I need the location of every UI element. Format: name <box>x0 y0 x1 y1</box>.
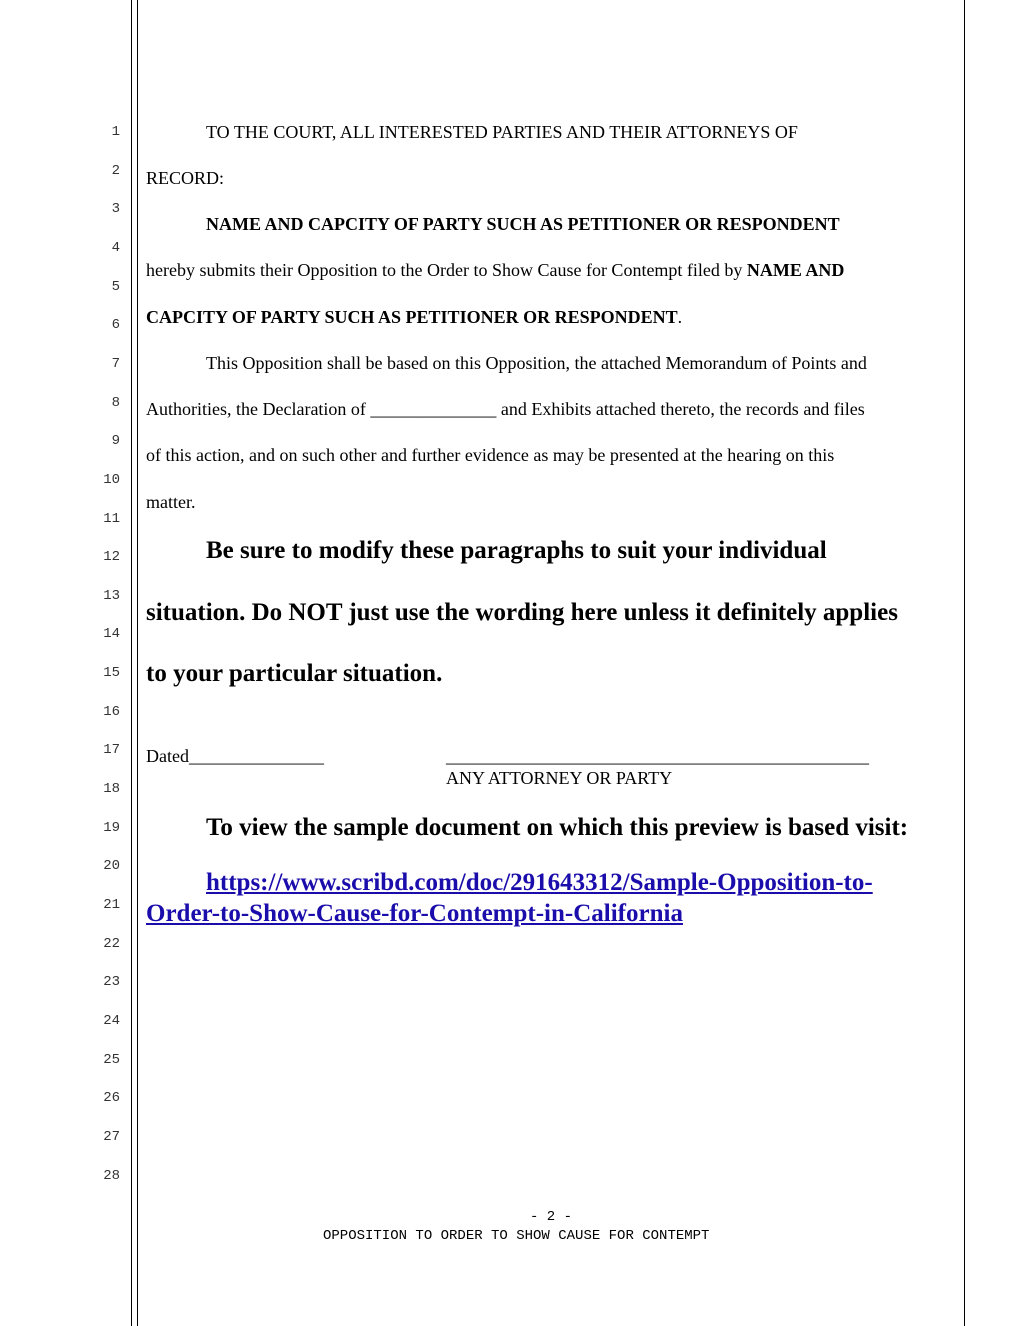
line-number: 24 <box>103 1012 120 1029</box>
sample-link-line-1[interactable]: https://www.scribd.com/doc/291643312/Sample-Opposition-to- <box>206 869 873 896</box>
line-number: 12 <box>103 549 120 566</box>
para2-line-2: Authorities, the Declaration of ______________ and Exhibits attached thereto, the records and files <box>146 399 865 419</box>
line-number: 17 <box>103 742 120 759</box>
line-number: 28 <box>103 1167 120 1184</box>
line-number: 13 <box>103 587 120 604</box>
para1-line-3-bold: CAPCITY OF PARTY SUCH AS PETITIONER OR RESPONDENT <box>146 307 678 327</box>
address-line-2: RECORD: <box>146 168 225 188</box>
line-number: 3 <box>111 201 120 218</box>
line-number: 22 <box>103 935 120 952</box>
notice-line-1: Be sure to modify these paragraphs to suit your individual <box>206 537 827 564</box>
sample-link-line-2[interactable]: Order-to-Show-Cause-for-Contempt-in-California <box>146 900 683 927</box>
line-number: 5 <box>111 278 120 295</box>
line-number: 15 <box>103 665 120 682</box>
para2-line-1: This Opposition shall be based on this Opposition, the attached Memorandum of Points and <box>206 353 867 373</box>
line-number: 1 <box>111 124 120 140</box>
right-margin-rule <box>964 0 965 1326</box>
line-number: 25 <box>103 1051 120 1068</box>
line-number: 8 <box>111 394 120 411</box>
line-number: 4 <box>111 239 120 256</box>
line-number: 19 <box>103 819 120 836</box>
para2-line-3: of this action, and on such other and further evidence as may be presented at the hearing on this <box>146 445 835 465</box>
para1-line-3-end: . <box>677 307 683 327</box>
line-number: 16 <box>103 703 120 720</box>
address-line-1: TO THE COURT, ALL INTERESTED PARTIES AND THEIR ATTORNEYS OF <box>206 122 798 142</box>
line-number: 6 <box>111 317 120 334</box>
para1-line-2-text: hereby submits their Opposition to the Order to Show Cause for Contempt filed by <box>146 260 747 280</box>
footer-title: OPPOSITION TO ORDER TO SHOW CAUSE FOR CONTEMPT <box>323 1228 710 1244</box>
left-margin-rule-inner <box>137 0 138 1326</box>
para2-line-4: matter. <box>146 492 196 512</box>
para1-line-2 <box>146 260 844 281</box>
line-number: 11 <box>103 510 120 527</box>
dated-line: Dated_______________ <box>146 746 324 766</box>
pleading-line-numbers <box>0 0 130 1326</box>
notice-line-3: to your particular situation. <box>146 660 443 687</box>
line-number: 23 <box>103 974 120 991</box>
line-number: 9 <box>111 433 120 450</box>
line-number: 7 <box>111 355 120 372</box>
line-number: 21 <box>103 897 120 913</box>
para1-line-3 <box>146 307 682 328</box>
line-number: 2 <box>111 162 120 179</box>
page-number: - 2 - <box>530 1209 573 1225</box>
line-number: 14 <box>103 626 120 643</box>
signer-label: ANY ATTORNEY OR PARTY <box>446 768 673 788</box>
line-number: 20 <box>103 858 120 875</box>
line-number: 26 <box>103 1090 120 1107</box>
notice-line-2: situation. Do NOT just use the wording here unless it definitely applies <box>146 599 898 626</box>
line-number: 27 <box>103 1128 120 1145</box>
party-name: NAME AND CAPCITY OF PARTY SUCH AS PETITIONER OR RESPONDENT <box>206 214 840 234</box>
line-number: 10 <box>103 471 120 488</box>
line-number: 18 <box>103 781 120 798</box>
sample-heading: To view the sample document on which this preview is based visit: <box>206 814 909 841</box>
signature-line: _______________________________________________ <box>446 746 869 766</box>
left-margin-rule-outer <box>131 0 132 1326</box>
para1-line-2-bold: NAME AND <box>746 260 845 280</box>
